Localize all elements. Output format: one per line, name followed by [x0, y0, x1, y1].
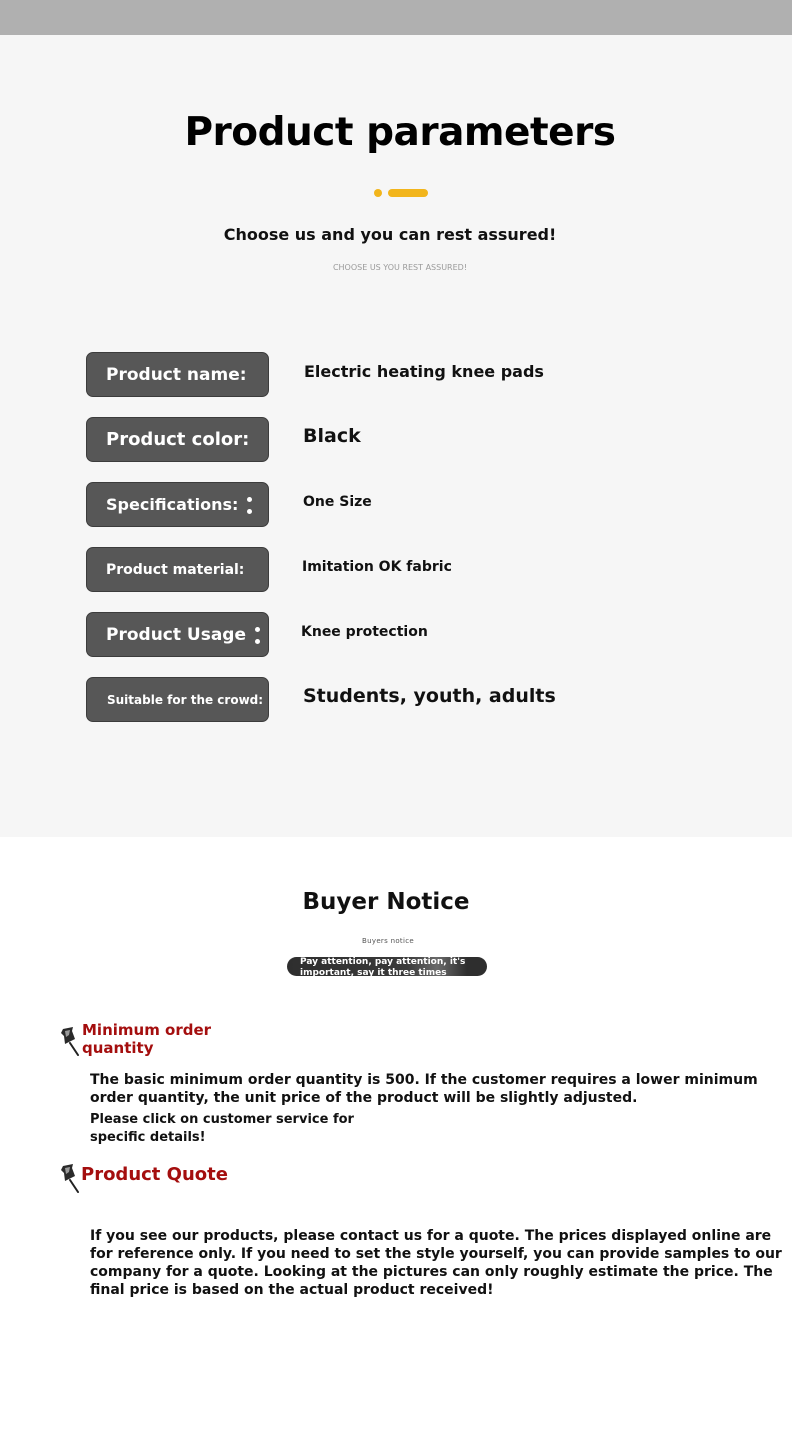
pushpin-icon [59, 1026, 81, 1056]
param-label-text: Product material: [106, 561, 245, 578]
pushpin-icon [59, 1163, 81, 1193]
divider-bar [388, 189, 428, 197]
decorative-divider [374, 188, 434, 198]
param-label-color [86, 417, 269, 462]
param-label-text: Product Usage [106, 624, 247, 645]
customer-service-note [90, 1111, 354, 1147]
page-subtitle: Choose us and you can rest assured! [223, 225, 557, 244]
divider-dot [374, 189, 382, 197]
param-label-text: Suitable for the crowd: [107, 692, 264, 707]
param-value-material: Imitation OK fabric [302, 559, 452, 575]
colon-dots-icon [247, 494, 253, 516]
param-label-text: Specifications: [106, 495, 239, 514]
notice-banner [287, 957, 487, 976]
param-label-text: Product color: [106, 429, 250, 450]
buyer-notice-title: Buyer Notice [302, 889, 470, 915]
param-label-name [86, 352, 269, 397]
param-value-color: Black [303, 425, 361, 447]
buyer-notice-small: Buyers notice [362, 937, 414, 945]
paragraph-line: If you see our products, please contact us for a quote. The prices displayed online are [90, 1228, 772, 1244]
param-label-usage [86, 612, 269, 657]
paragraph-line: final price is based on the actual product received! [90, 1282, 494, 1298]
product-quote-paragraph [90, 1227, 782, 1299]
paragraph-line: The basic minimum order quantity is 500. If the customer requires a lower minimum [90, 1072, 758, 1088]
page-title: Product parameters [184, 110, 616, 155]
notice-banner-line: important, say it three times [300, 968, 447, 976]
section-heading-line: Minimum order [82, 1021, 212, 1039]
section-heading-min-order [82, 1021, 211, 1057]
paragraph-line: for reference only. If you need to set the style yourself, you can provide samples to our [90, 1246, 782, 1262]
param-label-text: Product name: [106, 364, 247, 385]
notice-banner-line: Pay attention, pay attention, it's [300, 957, 466, 967]
paragraph-line: company for a quote. Looking at the pictures can only roughly estimate the price. The [90, 1264, 773, 1280]
min-order-paragraph [90, 1071, 758, 1107]
paragraph-line: Please click on customer service for [90, 1112, 354, 1127]
param-value-crowd: Students, youth, adults [303, 685, 556, 707]
param-label-specifications [86, 482, 269, 527]
section-heading-product-quote: Product Quote [81, 1164, 228, 1185]
page-subtitle-small: CHOOSE US YOU REST ASSURED! [332, 263, 468, 272]
section-heading-line: quantity [82, 1039, 154, 1057]
param-value-specifications: One Size [303, 494, 372, 510]
param-value-name: Electric heating knee pads [304, 362, 544, 381]
param-label-crowd [86, 677, 269, 722]
param-value-usage: Knee protection [301, 624, 428, 640]
paragraph-line: order quantity, the unit price of the product will be slightly adjusted. [90, 1090, 638, 1106]
param-label-material [86, 547, 269, 592]
colon-dots-icon [255, 624, 261, 646]
top-bar [0, 0, 792, 35]
paragraph-line: specific details! [90, 1130, 206, 1145]
